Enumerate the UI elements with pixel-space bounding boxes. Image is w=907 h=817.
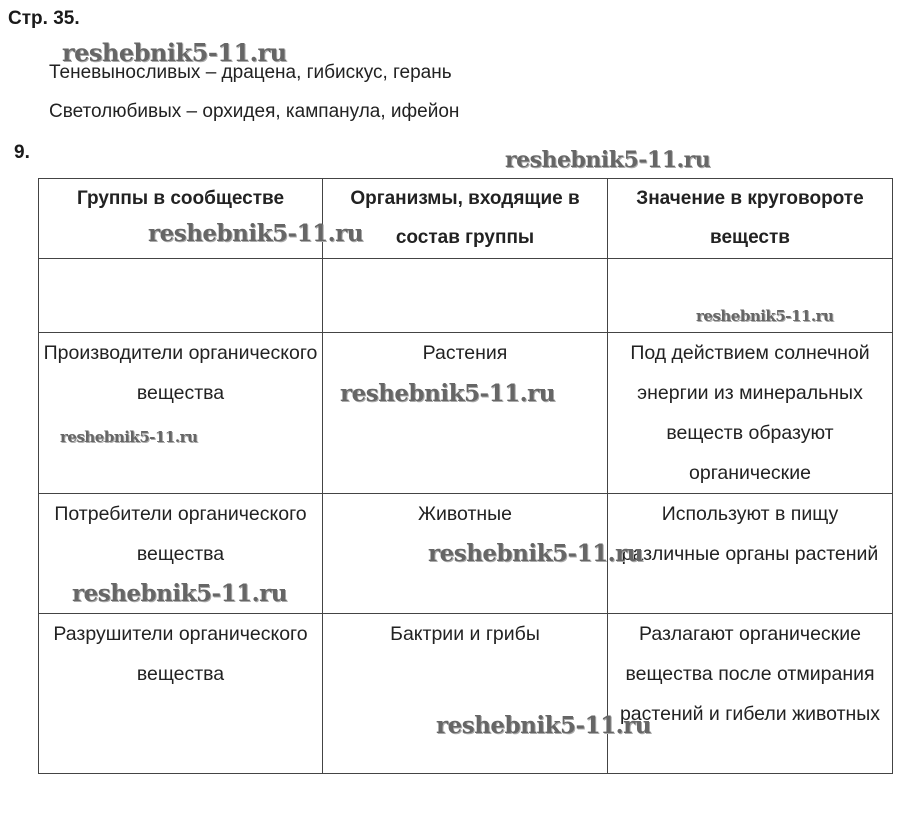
- table-cell: Производители органического вещества: [39, 333, 323, 494]
- table-row: [39, 333, 893, 494]
- watermark: reshebnik5-11.ru: [62, 38, 287, 67]
- table-cell: Потребители органического вещества: [39, 494, 323, 614]
- watermark: reshebnik5-11.ru: [72, 580, 287, 607]
- watermark: reshebnik5-11.ru: [60, 428, 198, 446]
- watermark: reshebnik5-11.ru: [340, 380, 555, 407]
- table-cell: Растения: [323, 333, 608, 494]
- watermark: reshebnik5-11.ru: [436, 712, 651, 739]
- text-line: Светолюбивых – орхидея, кампанула, ифейон: [49, 101, 460, 122]
- watermark: reshebnik5-11.ru: [505, 147, 711, 173]
- answer-table: [38, 178, 893, 774]
- table-cell: Используют в пищу различные органы растений: [608, 494, 893, 614]
- table-row: [39, 614, 893, 774]
- task-number: 9.: [14, 142, 30, 163]
- watermark: reshebnik5-11.ru: [696, 307, 834, 325]
- header-cell: Значение в круговороте веществ: [608, 179, 893, 259]
- table-cell: Животные: [323, 494, 608, 614]
- table-cell: Бактрии и грибы: [323, 614, 608, 774]
- table-cell: [39, 259, 323, 333]
- table-cell: Под действием солнечной энергии из минеральных веществ образуют органические: [608, 333, 893, 494]
- text-line: Теневыносливых – драцена, гибискус, герань: [49, 62, 452, 83]
- table-cell: Разлагают органические вещества после отмирания растений и гибели животных: [608, 614, 893, 774]
- header-cell: Организмы, входящие в состав группы: [323, 179, 608, 259]
- table-cell: Разрушители органического вещества: [39, 614, 323, 774]
- watermark: reshebnik5-11.ru: [148, 220, 363, 247]
- page-label: Стр. 35.: [8, 8, 80, 29]
- watermark: reshebnik5-11.ru: [428, 540, 643, 567]
- header-cell: Группы в сообществе: [39, 179, 323, 259]
- table-cell: [323, 259, 608, 333]
